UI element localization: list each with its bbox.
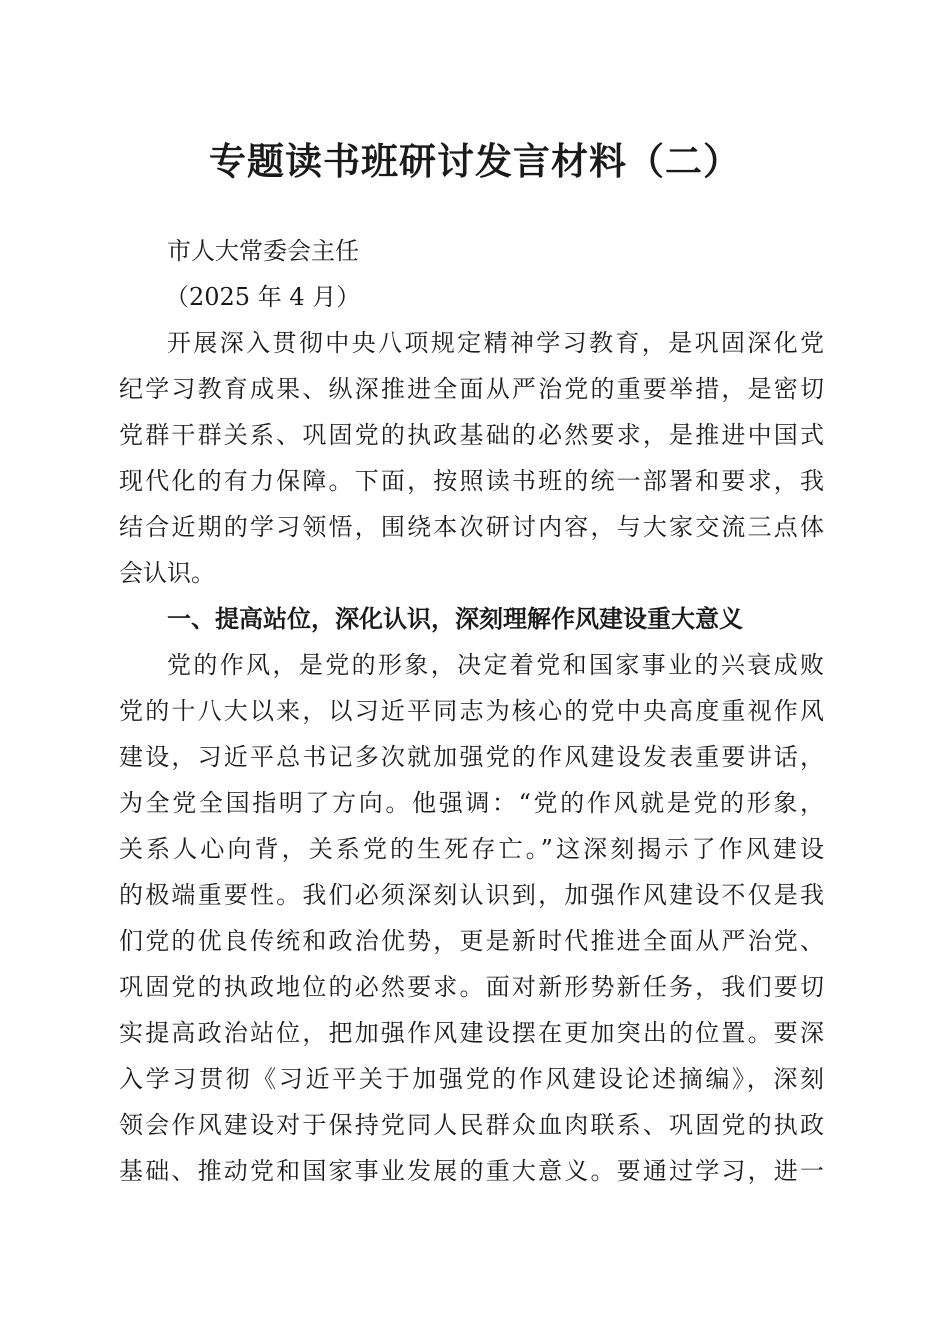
paragraph-line: 实提高政治站位，把加强作风建设摆在更加突出的位置。要深 (119, 1019, 824, 1047)
paragraph-line: 开展深入贯彻中央八项规定精神学习教育，是巩固深化党 (167, 329, 824, 357)
document-title: 专题读书班研讨发言材料（二） (209, 139, 741, 183)
paragraph-line: 基础、推动党和国家事业发展的重大意义。要通过学习，进一 (119, 1157, 824, 1185)
paragraph-line: 的极端重要性。我们必须深刻认识到，加强作风建设不仅是我 (119, 881, 824, 909)
paragraph-line: 建设，习近平总书记多次就加强党的作风建设发表重要讲话， (119, 743, 824, 771)
author-line: 市人大常委会主任 (167, 237, 359, 265)
paragraph-line: 们党的优良传统和政治优势，更是新时代推进全面从严治党、 (119, 927, 824, 955)
paragraph-line: 为全党全国指明了方向。他强调：“党的作风就是党的形象， (119, 789, 824, 817)
paragraph-line: 入学习贯彻《习近平关于加强党的作风建设论述摘编》，深刻 (119, 1065, 824, 1093)
paragraph-line: 结合近期的学习领悟，围绕本次研讨内容，与大家交流三点体 (119, 513, 824, 541)
paragraph-line: 会认识。 (119, 559, 215, 587)
document-body (119, 228, 824, 1194)
paragraph-line: 党的作风，是党的形象，决定着党和国家事业的兴衰成败 (167, 651, 824, 679)
paragraph-line: 纪学习教育成果、纵深推进全面从严治党的重要举措，是密切 (119, 375, 824, 403)
paragraph-line: 领会作风建设对于保持党同人民群众血肉联系、巩固党的执政 (119, 1111, 824, 1139)
paragraph-line: 党群干群关系、巩固党的执政基础的必然要求，是推进中国式 (119, 421, 824, 449)
paragraph-line: 现代化的有力保障。下面，按照读书班的统一部署和要求，我 (119, 467, 824, 495)
intro-paragraph (119, 320, 824, 596)
section1-paragraph (119, 642, 824, 1194)
date-line: （2025 年 4 月） (165, 283, 361, 311)
paragraph-line: 关系人心向背，关系党的生死存亡。”这深刻揭示了作风建设 (119, 835, 824, 863)
paragraph-line: 党的十八大以来，以习近平同志为核心的党中央高度重视作风 (119, 697, 824, 725)
section-heading: 一、提高站位，深化认识，深刻理解作风建设重大意义 (167, 605, 743, 633)
paragraph-line: 巩固党的执政地位的必然要求。面对新形势新任务，我们要切 (119, 973, 824, 1001)
